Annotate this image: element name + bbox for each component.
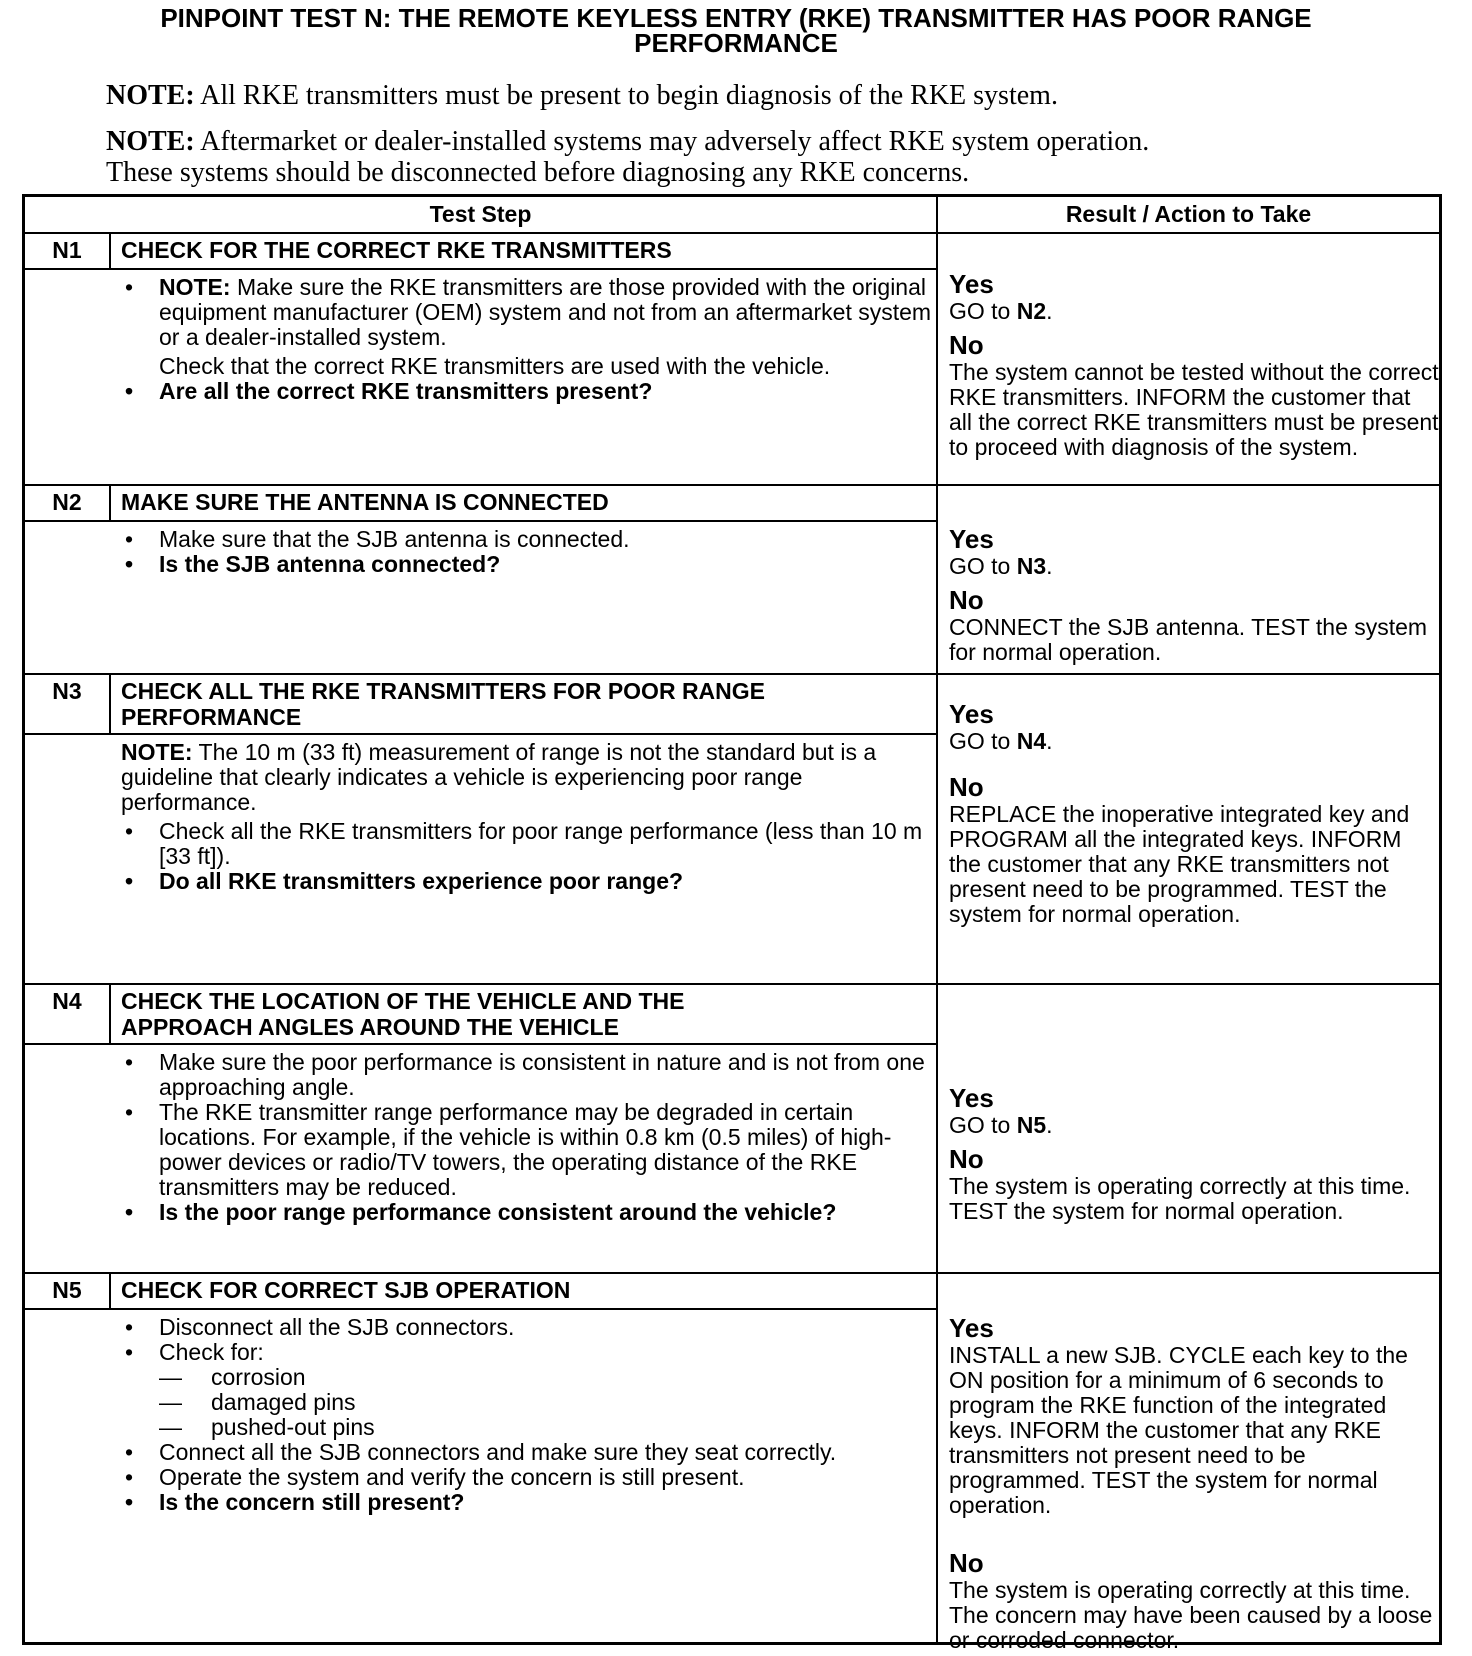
list-item: • Make sure that the SJB antenna is connected. xyxy=(121,527,941,552)
title-line-1: PINPOINT TEST N: THE REMOTE KEYLESS ENTRY (RKE) TRANSMITTER HAS POOR RANGE xyxy=(160,3,1312,33)
note-2 xyxy=(106,126,1446,188)
n3-id-divider xyxy=(109,674,111,734)
yes-label: Yes xyxy=(949,1083,994,1113)
yes-action: GO to N4. xyxy=(949,728,1053,754)
step-question: • Is the SJB antenna connected? xyxy=(121,552,941,577)
step-title: CHECK THE LOCATION OF THE VEHICLE AND THE APPROACH ANGLES AROUND THE VEHICLE xyxy=(121,988,685,1040)
list-item: • Disconnect all the SJB connectors. xyxy=(121,1315,941,1340)
n5-title-divider xyxy=(25,1308,936,1310)
check-item: — damaged pins xyxy=(121,1390,941,1415)
note-1-text: All RKE transmitters must be present to begin diagnosis of the RKE system. xyxy=(200,80,1058,111)
step-question: • Is the concern still present? xyxy=(121,1490,941,1515)
n2-title-divider xyxy=(25,520,936,522)
no-label: No xyxy=(949,1144,984,1174)
step-id: N1 xyxy=(52,237,82,263)
no-action: The system is operating correctly at this time. TEST the system for normal operation. xyxy=(949,1173,1411,1224)
step-question: • Do all RKE transmitters experience poor range? xyxy=(121,869,941,894)
step-id: N3 xyxy=(52,678,82,704)
note-2-label: NOTE: xyxy=(106,126,195,157)
step-body xyxy=(121,1050,941,1225)
n4-row-divider xyxy=(25,1272,1439,1274)
list-item: • Operate the system and verify the concern is still present. xyxy=(121,1465,941,1490)
step-sub-text: Check that the correct RKE transmitters are used with the vehicle. xyxy=(159,353,831,379)
no-action: The system is operating correctly at this time. The concern may have been caused by a loose or corroded connector. xyxy=(949,1577,1433,1653)
yes-label: Yes xyxy=(949,269,994,299)
no-label: No xyxy=(949,330,984,360)
step-question: • Is the poor range performance consistent around the vehicle? xyxy=(121,1200,941,1225)
no-action: REPLACE the inoperative integrated key and PROGRAM all the integrated keys. INFORM the customer that any RKE transmitters not present need to be programmed. TEST the system for normal operation. xyxy=(949,801,1410,927)
step-title: MAKE SURE THE ANTENNA IS CONNECTED xyxy=(121,489,609,515)
yes-action: GO to N3. xyxy=(949,553,1053,579)
column-header-result: Result / Action to Take xyxy=(1065,201,1312,227)
check-item: — pushed-out pins xyxy=(121,1415,941,1440)
step-body xyxy=(121,740,941,894)
list-item: • Connect all the SJB connectors and make sure they seat correctly. xyxy=(121,1440,941,1465)
step-result xyxy=(949,269,1439,460)
yes-action: GO to N2. xyxy=(949,298,1053,324)
n4-id-divider xyxy=(109,984,111,1044)
no-label: No xyxy=(949,1548,984,1578)
step-result xyxy=(949,1313,1439,1653)
step-result xyxy=(949,524,1439,665)
no-action: CONNECT the SJB antenna. TEST the system for normal operation. xyxy=(949,614,1428,665)
list-item: • Check all the RKE transmitters for poor range performance (less than 10 m [33 ft]). xyxy=(121,819,941,869)
title-line-2: PERFORMANCE xyxy=(634,28,838,58)
note-2-text-line-2: These systems should be disconnected before diagnosing any RKE concerns. xyxy=(106,157,970,188)
step-id: N2 xyxy=(52,489,82,515)
yes-label: Yes xyxy=(949,1313,994,1343)
step-body xyxy=(121,527,941,577)
step-result xyxy=(949,1083,1439,1224)
n3-row-divider xyxy=(25,983,1439,985)
step-result xyxy=(949,699,1439,927)
header-divider xyxy=(25,232,1439,234)
n3-title-divider xyxy=(25,733,936,735)
column-header-test-step: Test Step xyxy=(429,201,532,227)
list-item: • Check for: xyxy=(121,1340,941,1365)
step-title: CHECK FOR CORRECT SJB OPERATION xyxy=(121,1277,571,1303)
no-label: No xyxy=(949,585,984,615)
n1-row-divider xyxy=(25,484,1439,486)
yes-action: GO to N5. xyxy=(949,1112,1053,1138)
n5-id-divider xyxy=(109,1273,111,1309)
note-1 xyxy=(106,80,1446,111)
pinpoint-test-table xyxy=(22,194,1442,1653)
step-id: N5 xyxy=(52,1277,82,1303)
list-item: • The RKE transmitter range performance may be degraded in certain locations. For example, if the vehicle is within 0.8 km (0.5 miles) of high-power devices or radio/TV towers, the operating distance of the RKE transmitters may be reduced. xyxy=(121,1100,941,1200)
n2-row-divider xyxy=(25,673,1439,675)
step-note: NOTE: The 10 m (33 ft) measurement of range is not the standard but is a guideline that clearly indicates a vehicle is experiencing poor range performance. xyxy=(121,739,877,815)
n1-title-divider xyxy=(25,268,936,270)
yes-action: INSTALL a new SJB. CYCLE each key to the ON position for a minimum of 6 seconds to program the RKE function of the integrated keys. INFORM the customer that any RKE transmitters not present need to be programmed. TEST the system for normal operation. xyxy=(949,1342,1408,1518)
step-question: • Are all the correct RKE transmitters present? xyxy=(121,379,941,404)
no-action: The system cannot be tested without the correct RKE transmitters. INFORM the customer that all the correct RKE transmitters must be present to proceed with diagnosis of the system. xyxy=(949,359,1439,460)
yes-label: Yes xyxy=(949,524,994,554)
step-id: N4 xyxy=(52,988,82,1014)
n2-id-divider xyxy=(109,485,111,521)
n4-title-divider xyxy=(25,1043,936,1045)
n1-id-divider xyxy=(109,233,111,269)
page-title xyxy=(0,3,1472,58)
list-item: • NOTE: Make sure the RKE transmitters are those provided with the original equipment manufacturer (OEM) system and not from an aftermarket system or a dealer-installed system. xyxy=(121,275,941,350)
list-item: • Make sure the poor performance is consistent in nature and is not from one approaching angle. xyxy=(121,1050,941,1100)
note-2-text-line-1: Aftermarket or dealer-installed systems may adversely affect RKE system operation. xyxy=(200,126,1150,157)
step-body xyxy=(121,275,941,404)
no-label: No xyxy=(949,772,984,802)
note-1-label: NOTE: xyxy=(106,80,195,111)
step-body xyxy=(121,1315,941,1515)
step-title: CHECK FOR THE CORRECT RKE TRANSMITTERS xyxy=(121,237,672,263)
check-item: — corrosion xyxy=(121,1365,941,1390)
step-title: CHECK ALL THE RKE TRANSMITTERS FOR POOR RANGE PERFORMANCE xyxy=(121,678,766,730)
yes-label: Yes xyxy=(949,699,994,729)
